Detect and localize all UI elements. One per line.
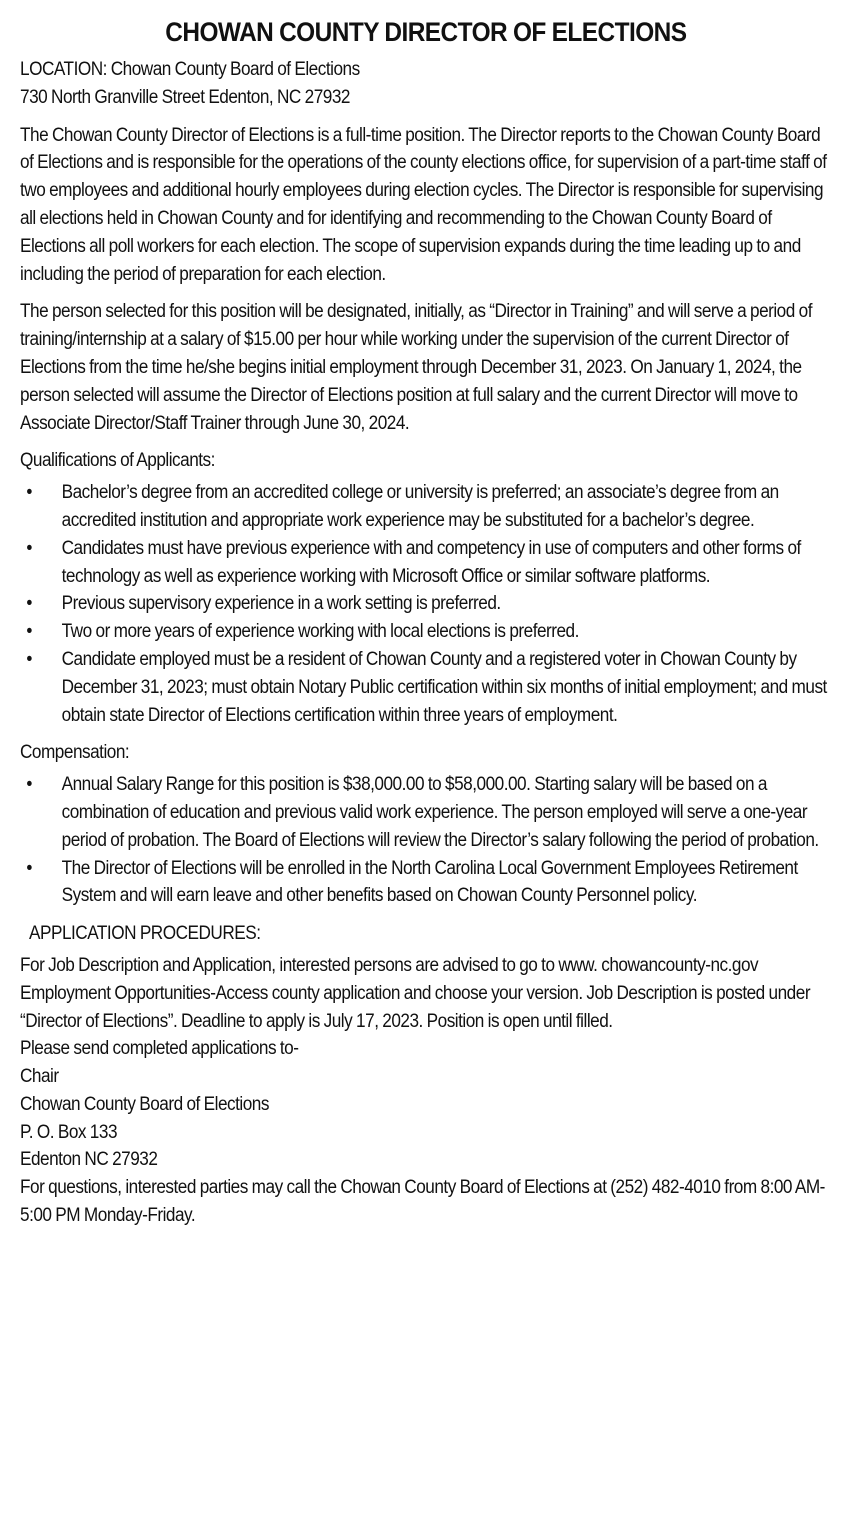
list-item-text: Candidates must have previous experience with and competency in use of computers and other forms of technology as well as experience working with Microsoft Office or similar software platforms. (61, 537, 801, 587)
list-item-text: Two or more years of experience working with local elections is preferred. (61, 621, 579, 643)
application-block (20, 952, 832, 1230)
job-posting (20, 14, 832, 1230)
description-paragraph: The Chowan County Director of Elections is a full-time position. The Director reports to the Chowan County Board of Elections and is responsible for the operations of the county elections office, for supervision of a part-time staff of two employees and additional hourly employees during election cycles. The Director is responsible for supervising all elections held in Chowan County and for identifying and recommending to the Chowan County Board of Elections all poll workers for each election. The scope of supervision expands during the time leading up to and including the period of preparation for each election. (20, 124, 827, 285)
list-item (20, 646, 832, 729)
location-block (20, 56, 832, 112)
bullet-icon: • (26, 482, 32, 504)
bullet-icon: • (26, 621, 32, 643)
compensation-list (20, 771, 832, 910)
qualifications-list (20, 479, 832, 729)
list-item-text: Candidate employed must be a resident of Chowan County and a registered voter in Chowan County by December 31, 2023; must obtain Notary Public certification within six months of initial employment; and must obtain state Director of Elections certification within three years of employment. (61, 648, 827, 726)
location-line-1: LOCATION: Chowan County Board of Elections (20, 59, 360, 80)
bullet-icon: • (26, 537, 32, 559)
list-item-text: The Director of Elections will be enrolled in the North Carolina Local Government Employees Retirement System and will earn leave and other benefits based on Chowan County Personnel policy. (61, 857, 798, 907)
list-item (20, 618, 832, 646)
qualifications-heading: Qualifications of Applicants: (20, 450, 215, 472)
compensation-heading: Compensation: (20, 742, 130, 764)
list-item (20, 590, 832, 618)
list-item-text: Annual Salary Range for this position is $38,000.00 to $58,000.00. Starting salary will be based on a combination of education and previous valid work experience. The person employed will serve a one-year period of probation. The Board of Elections will review the Director’s salary following the period of probation. (61, 774, 819, 851)
address-line-4: Edenton NC 27932 (20, 1149, 158, 1171)
training-paragraph: The person selected for this position will be designated, initially, as “Director in Training” and will serve a period of training/internship at a salary of $15.00 per hour while working under the supervision of the current Director of Elections from the time he/she begins initial employment through December 31, 2023. On January 1, 2024, the person selected will assume the Director of Elections position at full salary and the current Director will move to Associate Director/Staff Trainer through June 30, 2024. (20, 301, 812, 434)
location-line-2: 730 North Granville Street Edenton, NC 27932 (20, 86, 350, 108)
bullet-icon: • (26, 648, 32, 670)
list-item (20, 771, 832, 854)
bullet-icon: • (26, 857, 32, 879)
bullet-icon: • (26, 774, 32, 796)
address-line-1: Chair (20, 1066, 59, 1088)
list-item-text: Previous supervisory experience in a work setting is preferred. (61, 593, 501, 615)
bullet-icon: • (26, 593, 32, 615)
address-line-3: P. O. Box 133 (20, 1121, 118, 1143)
address-line-2: Chowan County Board of Elections (20, 1093, 269, 1115)
questions-line: For questions, interested parties may call the Chowan County Board of Elections at (252) 482-4010 from 8:00 AM-5:00 PM Monday-Friday. (20, 1177, 825, 1227)
posting-title: CHOWAN COUNTY DIRECTOR OF ELECTIONS (165, 17, 687, 47)
application-paragraph: For Job Description and Application, interested persons are advised to go to www. chowancounty-nc.gov Employment Opportunities-Access county application and choose your version. Job Description is posted under “Director of Elections”. Deadline to apply is July 17, 2023. Position is open until filled. (20, 954, 811, 1032)
list-item (20, 535, 832, 591)
application-heading: APPLICATION PROCEDURES: (29, 923, 261, 945)
send-line: Please send completed applications to- (20, 1038, 299, 1060)
list-item-text: Bachelor’s degree from an accredited college or university is preferred; an associate’s degree from an accredited institution and appropriate work experience may be substituted for a bachelor’s degree. (61, 482, 779, 531)
list-item (20, 479, 832, 535)
list-item (20, 855, 832, 911)
